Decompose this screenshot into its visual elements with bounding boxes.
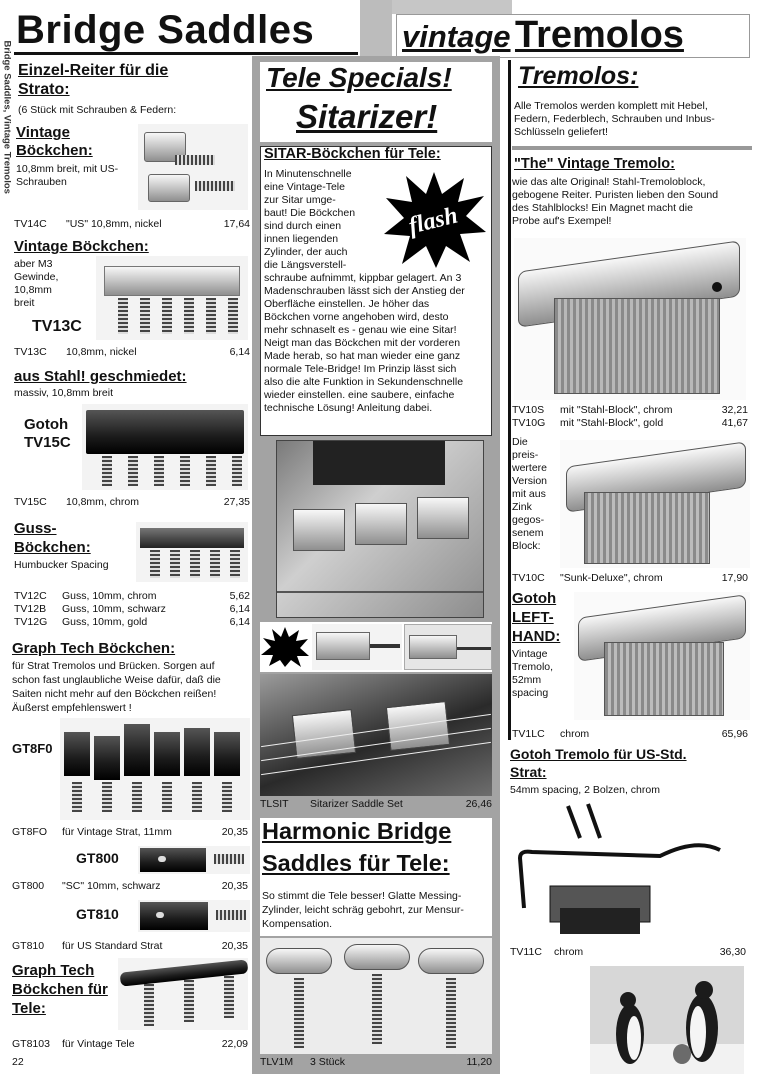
tv13c-saddles-photo — [96, 256, 248, 340]
vintage2-title: Vintage Böckchen: — [14, 238, 149, 255]
tv11c-price: 36,30 — [719, 946, 746, 958]
strato-title-2: Strato: — [18, 81, 70, 98]
gotoh-us-title-1: Gotoh Tremolo für US-Std. — [510, 746, 687, 762]
gt810-row — [12, 940, 248, 954]
the-vintage-desc-3: des Stahlblocks! Ein Magnet macht die — [512, 202, 693, 214]
tv10g-code: TV10G — [512, 417, 546, 429]
header-gray-block — [360, 0, 392, 58]
flash-logo-icon — [380, 170, 488, 270]
tv15c-desc: 10,8mm, chrom — [66, 496, 139, 508]
sitar-text-wide-9: also die alte Funktion in Sekundenschnelle — [264, 376, 464, 388]
tv10g-price: 41,67 — [721, 417, 748, 429]
preis-desc-9: Block: — [512, 540, 541, 552]
gt800-price: 20,35 — [221, 880, 248, 892]
sitarizer-closeup-photo — [260, 674, 492, 796]
gt8f0-label: GT8F0 — [12, 741, 53, 756]
gt8103-price: 22,09 — [221, 1038, 248, 1050]
header-gray-block-top — [392, 0, 512, 14]
tv12c-desc: Guss, 10mm, chrom — [62, 590, 157, 602]
header-left-title: Bridge Saddles — [16, 8, 315, 52]
the-vintage-desc-4: Probe auf's Exempel! — [512, 215, 612, 227]
lefthand-title-1: Gotoh — [512, 590, 557, 607]
sitar-text-narrow-1: In Minutenschnelle — [264, 168, 352, 180]
sitarizer-saddle-photo-2 — [404, 624, 492, 670]
tremolos-desc-2: Federn, Federblech, Schrauben und Inbus- — [514, 113, 715, 125]
the-vintage-desc-2: gebogene Reiter. Puristen lieben den Sound — [512, 189, 719, 201]
tlsit-desc: Sitarizer Saddle Set — [310, 798, 403, 810]
preis-desc-8: senem — [512, 527, 544, 539]
vintage-title-2: Böckchen: — [16, 142, 93, 159]
tv12c-price: 5,62 — [229, 590, 250, 602]
vintage-desc-1: 10,8mm breit, mit US- — [16, 163, 119, 175]
graph-desc-2: schon fast unglaubliche Weise dafür, daß die — [12, 674, 221, 686]
sitar-text-narrow-5: sind durch einen — [264, 220, 342, 232]
tv13c-code: TV13C — [14, 346, 47, 358]
strato-title-1: Einzel-Reiter für die — [18, 62, 169, 79]
tv15c-code: TV15C — [14, 496, 47, 508]
tv12g-desc: Guss, 10mm, gold — [62, 616, 148, 628]
gt800-desc: "SC" 10mm, schwarz — [62, 880, 161, 892]
tv13c-desc: 10,8mm, nickel — [66, 346, 137, 358]
guss-saddles-photo — [136, 522, 248, 582]
sitar-text-wide-4: Böckchen vorne angehoben wird, desto — [264, 311, 449, 323]
tv10s-desc: mit "Stahl-Block", chrom — [560, 404, 673, 416]
graph-tele-title-3: Tele: — [12, 1000, 46, 1017]
screw-2-shape — [588, 804, 600, 838]
tlsit-price: 26,46 — [465, 798, 492, 810]
gt8103-row — [12, 1038, 248, 1052]
guss-title-2: Böckchen: — [14, 539, 91, 556]
the-vintage-title: "The" Vintage Tremolo: — [514, 156, 675, 172]
lefthand-desc-1: Vintage — [512, 648, 548, 660]
header-right-title — [402, 14, 684, 57]
tv10-tremolo-photo — [514, 238, 746, 400]
tv13c-row — [14, 346, 250, 360]
graph-tele-title-2: Böckchen für — [12, 981, 108, 998]
vintage2-desc-3: 10,8mm — [14, 284, 52, 296]
tv12b-row — [14, 603, 250, 617]
page-number: 22 — [12, 1056, 24, 1068]
preis-desc-3: wertere — [512, 462, 548, 474]
tv14c-code: TV14C — [14, 218, 47, 230]
tv1lc-code: TV1LC — [512, 728, 545, 740]
tv12g-price: 6,14 — [229, 616, 250, 628]
penguin-2-belly-shape — [690, 1006, 706, 1058]
preis-desc-2: preis- — [512, 449, 539, 461]
tele-bridge-photo — [276, 440, 484, 618]
gt8f0-saddles-photo — [60, 718, 250, 820]
tv14c-saddle-photo — [138, 124, 248, 210]
strato-subtitle: (6 Stück mit Schrauben & Federn: — [18, 104, 177, 116]
lefthand-title-2: LEFT- — [512, 609, 554, 626]
tv1lc-row — [512, 728, 748, 741]
tv10g-desc: mit "Stahl-Block", gold — [560, 417, 664, 429]
tv15c-price: 27,35 — [223, 496, 250, 508]
sitar-text-wide-11: technische Lösung! Anleitung dabei. — [264, 402, 433, 414]
vintage2-desc-1: aber M3 — [14, 258, 53, 270]
graph-desc-3: Saiten nicht mehr auf den Böckchen reißen! — [12, 688, 217, 700]
tv12g-row — [14, 616, 250, 630]
gt800-label: GT800 — [76, 850, 119, 866]
tv14c-desc: "US" 10,8mm, nickel — [66, 218, 162, 230]
tremolo-block-shape — [560, 908, 640, 934]
gt8103-saddles-photo — [118, 958, 248, 1030]
sitar-text-wide-5: mehr schnaselt es - genau wie eine Sitar! — [264, 324, 457, 336]
harmonic-title-2: Saddles für Tele: — [262, 850, 450, 876]
gt800-code: GT800 — [12, 880, 45, 892]
sitar-text-narrow-3: zur Sitar umge- — [264, 194, 336, 206]
tlv1m-row — [260, 1056, 492, 1070]
harmonic-desc-3: Kompensation. — [262, 918, 333, 930]
tv1lc-price: 65,96 — [721, 728, 748, 740]
the-vintage-desc-1: wie das alte Original! Stahl-Tremoloblock, — [512, 176, 706, 188]
sitarizer-saddle-photo-1 — [312, 624, 402, 670]
screw-1-shape — [568, 806, 580, 838]
harmonic-desc-2: Zylinder, leicht schräg gebohrt, zur Mensur- — [262, 904, 464, 916]
tv15c-saddles-photo — [82, 404, 248, 490]
tv15c-row — [14, 496, 250, 510]
gt8103-desc: für Vintage Tele — [62, 1038, 135, 1050]
gt810-code: GT810 — [12, 940, 45, 952]
penguins-ice-shape — [590, 1044, 744, 1074]
col3-left-rule — [508, 60, 511, 740]
penguin-2-head-shape — [695, 981, 713, 999]
tv13c-price: 6,14 — [229, 346, 250, 358]
tv12c-code: TV12C — [14, 590, 47, 602]
tv10s-code: TV10S — [512, 404, 545, 416]
tv11c-code: TV11C — [510, 946, 542, 958]
sitar-text-wide-8: normale Tele-Bridge! Im Prinzip lässt sich — [264, 363, 457, 375]
tlv1m-price: 11,20 — [466, 1056, 492, 1068]
preis-desc-7: gegos- — [512, 514, 545, 526]
preis-desc-4: Version — [512, 475, 548, 487]
sitar-text-narrow-2: eine Vintage-Tele — [264, 181, 345, 193]
flash-small-burst-shape — [261, 627, 309, 667]
graph-tele-title-1: Graph Tech — [12, 962, 95, 979]
sitar-text-wide-10: wieder einstellen. eine saubere, einfache — [264, 389, 455, 401]
tv13c-label: TV13C — [32, 318, 82, 335]
tv12b-price: 6,14 — [229, 603, 250, 615]
gt810-desc: für US Standard Strat — [62, 940, 163, 952]
vintage2-desc-2: Gewinde, — [14, 271, 59, 283]
stahl-title: aus Stahl! geschmiedet: — [14, 368, 187, 385]
sitar-heading: SITAR-Böckchen für Tele: — [264, 146, 441, 162]
lefthand-desc-3: 52mm — [512, 674, 542, 686]
tremolos-desc-1: Alle Tremolos werden komplett mit Hebel, — [514, 100, 708, 112]
lefthand-desc-2: Tremolo, — [512, 661, 554, 673]
gt810-price: 20,35 — [221, 940, 248, 952]
tv12g-code: TV12G — [14, 616, 48, 628]
tv14c-price: 17,64 — [223, 218, 250, 230]
tv12b-desc: Guss, 10mm, schwarz — [62, 603, 166, 615]
tlv1m-code: TLV1M — [260, 1056, 294, 1068]
flash-logo-text: flash — [406, 202, 461, 240]
penguin-1-head-shape — [620, 992, 636, 1008]
tv10g-row — [512, 417, 748, 430]
graph-desc-1: für Strat Tremolos und Brücken. Sorgen auf — [12, 660, 215, 672]
tv10c-tremolo-photo — [560, 440, 750, 568]
harmonic-saddles-photo — [260, 938, 492, 1054]
graph-desc-4: Äußerst empfehlenswert ! — [12, 702, 132, 714]
tv10c-row — [512, 572, 748, 585]
sitar-text-narrow-8: die Längsverstell- — [264, 259, 347, 271]
vintage-title-1: Vintage — [16, 124, 70, 141]
gotoh-label-2: TV15C — [24, 434, 71, 451]
guss-title-1: Guss- — [14, 520, 57, 537]
header-right-title-main: Tremolos — [514, 14, 684, 56]
sitar-text-narrow-6: innen liegenden — [264, 233, 339, 245]
gt8f0-row — [12, 826, 248, 840]
header-right-title-italic: vintage — [402, 19, 511, 54]
gotoh-us-title-2: Strat: — [510, 764, 547, 780]
col3-gray-band — [512, 146, 752, 150]
sitar-text-wide-6: Neigt man das Böckchen mit der vorderen — [264, 337, 461, 349]
penguins-photo — [590, 966, 744, 1074]
sitarizer-title: Sitarizer! — [296, 98, 438, 135]
vintage2-desc-4: breit — [14, 297, 35, 309]
vintage-desc-2: Schrauben — [16, 176, 67, 188]
guss-desc: Humbucker Spacing — [14, 559, 109, 571]
harmonic-title-1: Harmonic Bridge — [262, 818, 452, 844]
preis-desc-6: Zink — [512, 501, 532, 513]
tlv1m-desc: 3 Stück — [310, 1056, 346, 1068]
tv10s-row — [512, 404, 748, 417]
penguin-1-belly-shape — [627, 1016, 641, 1060]
preis-desc-1: Die — [512, 436, 528, 448]
tremolos-desc-3: Schlüsseln geliefert! — [514, 126, 608, 138]
gt800-row — [12, 880, 248, 894]
gt8f0-price: 20,35 — [221, 826, 248, 838]
tv10c-code: TV10C — [512, 572, 545, 584]
graph-title: Graph Tech Böckchen: — [12, 640, 176, 657]
gt8103-code: GT8103 — [12, 1038, 50, 1050]
lefthand-title-3: HAND: — [512, 628, 561, 645]
tv1lc-desc: chrom — [560, 728, 590, 740]
sitar-text-wide-2: Madenschrauben lässt sich der Anstieg der — [264, 285, 465, 297]
sitar-text-narrow-7: Zylinder, der auch — [264, 246, 348, 258]
preis-desc-5: mit aus — [512, 488, 546, 500]
lefthand-desc-4: spacing — [512, 687, 549, 699]
penguin-chick-shape — [673, 1044, 691, 1064]
tv11c-desc: chrom — [554, 946, 584, 958]
flash-small-logo-icon — [260, 626, 310, 668]
sitar-text-wide-3: Oberfläche einstellen. Je höher das — [264, 298, 430, 310]
gotoh-us-desc: 54mm spacing, 2 Bolzen, chrom — [510, 784, 660, 796]
gt800-saddle-photo — [138, 846, 250, 874]
sitar-text-wide-7: Made herab, so hat man wieder eine ganz — [264, 350, 461, 362]
tv10c-desc: "Sunk-Deluxe", chrom — [560, 572, 663, 584]
stahl-desc: massiv, 10,8mm breit — [14, 387, 113, 399]
tv10s-price: 32,21 — [721, 404, 748, 416]
tele-specials-title: Tele Specials! — [266, 62, 452, 93]
tlsit-code: TLSIT — [260, 798, 289, 810]
harmonic-desc-1: So stimmt die Tele besser! Glatte Messing- — [262, 890, 462, 902]
tlsit-row — [260, 798, 492, 812]
tv11c-row — [510, 946, 746, 959]
gt810-saddle-photo — [138, 900, 250, 932]
gotoh-label-1: Gotoh — [24, 416, 69, 433]
gt810-label: GT810 — [76, 906, 119, 922]
tv1lc-tremolo-photo — [574, 592, 750, 720]
tv11c-tremolo-drawing — [510, 798, 746, 940]
tremolos-title: Tremolos: — [518, 62, 639, 90]
tv12c-row — [14, 590, 250, 604]
gt8f0-code: GT8FO — [12, 826, 48, 838]
tv14c-row — [14, 218, 250, 232]
sitar-text-narrow-4: baut! Die Böckchen — [264, 207, 356, 219]
sitar-text-wide-1: schraube aufnimmt, kippbar gelagert. An 3 — [264, 272, 462, 284]
tv10c-price: 17,90 — [721, 572, 748, 584]
tv12b-code: TV12B — [14, 603, 47, 615]
side-label: Bridge Saddles, Vintage Tremolos — [1, 40, 13, 194]
gt8f0-desc: für Vintage Strat, 11mm — [62, 826, 172, 838]
